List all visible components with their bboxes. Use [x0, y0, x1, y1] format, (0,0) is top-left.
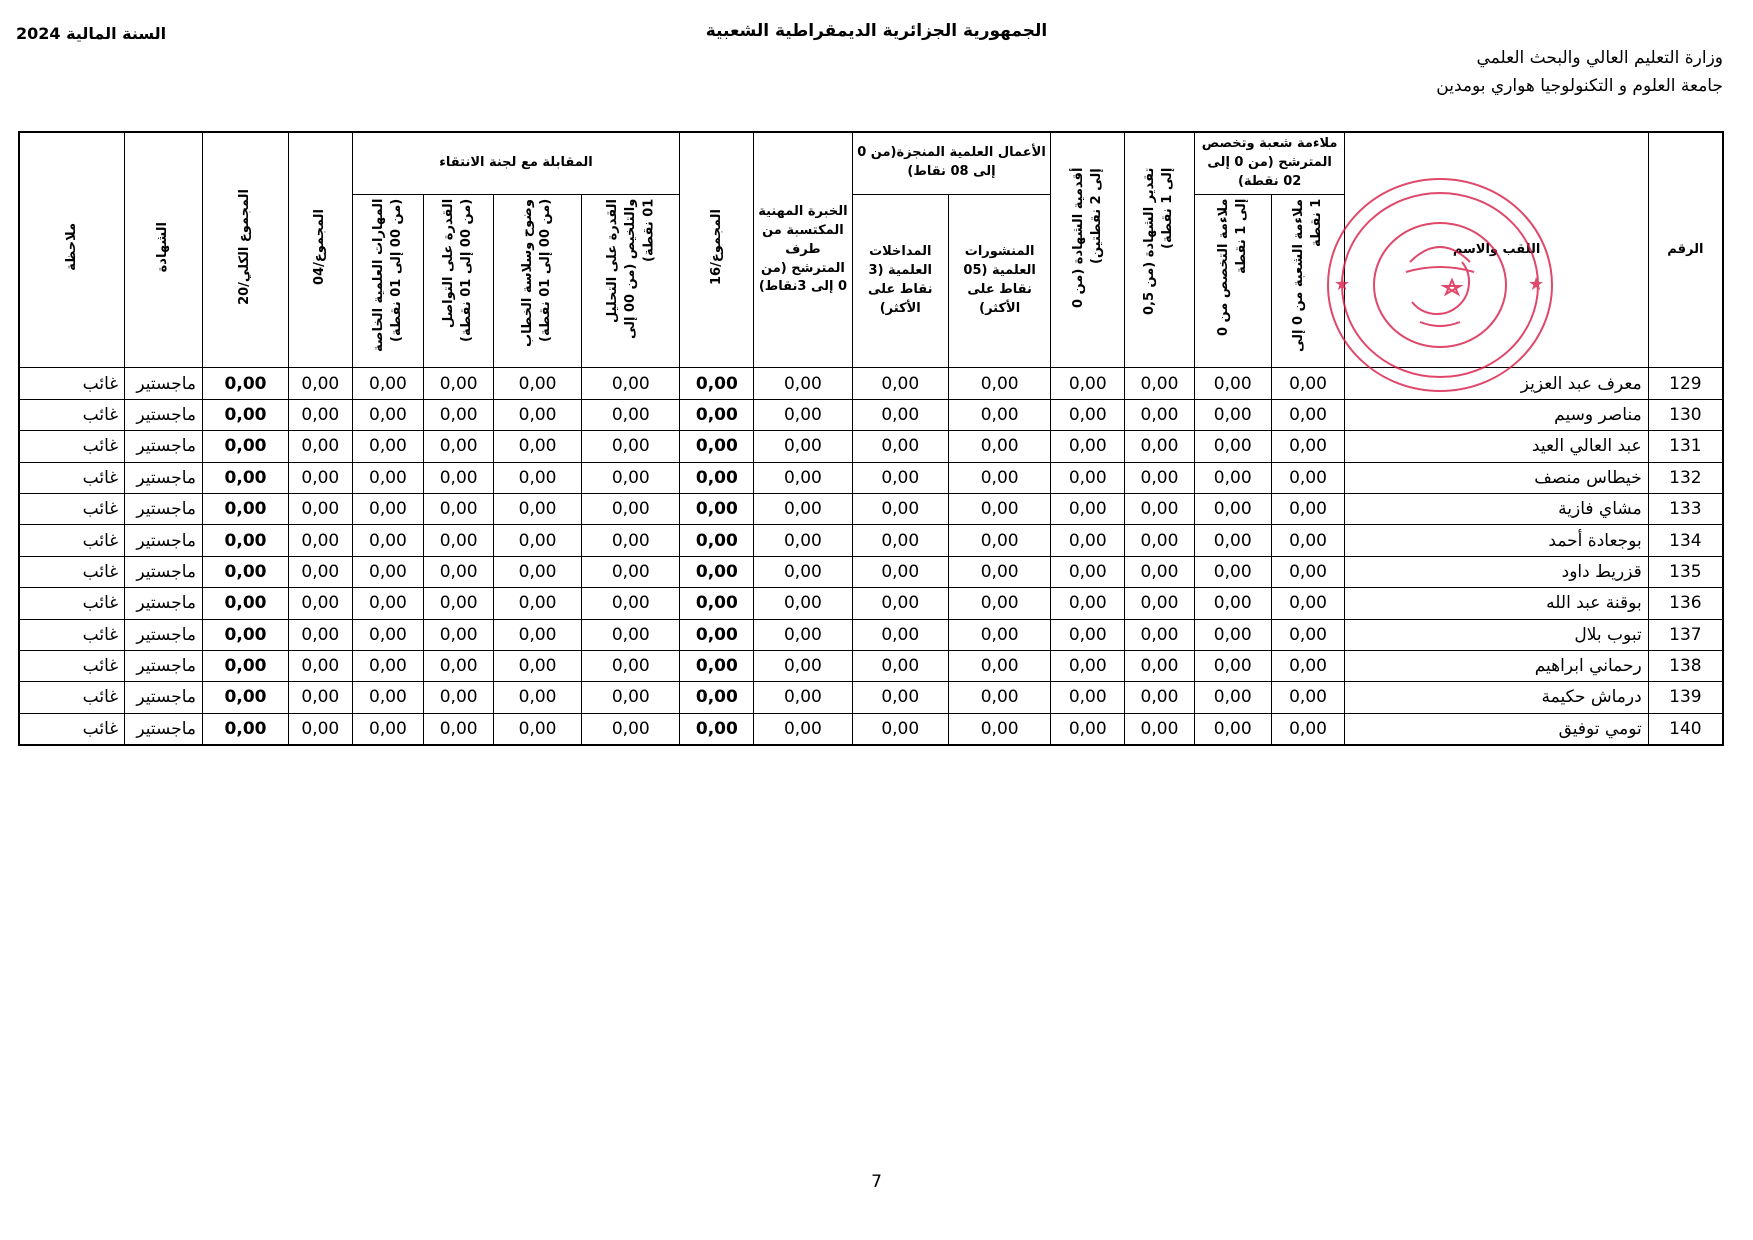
score-grade: 0,00 [1125, 431, 1195, 462]
score-sum16: 0,00 [680, 431, 754, 462]
remark-cell: غائب [19, 399, 125, 430]
table-row [19, 462, 1723, 493]
score-total20: 0,00 [203, 682, 289, 713]
table-row [19, 588, 1723, 619]
seal-star-right-icon: ★ [1528, 274, 1545, 295]
score-suit-branch: 0,00 [1271, 556, 1345, 587]
score-skills: 0,00 [352, 368, 424, 399]
candidate-name: قزريط داود [1345, 556, 1648, 587]
col-communication: القدرة على التواصل (من 00 إلى 01 نقطة) [424, 194, 494, 368]
score-seniority: 0,00 [1051, 556, 1125, 587]
candidate-name: درماش حكيمة [1345, 682, 1648, 713]
row-number: 137 [1648, 619, 1723, 650]
col-suitability: ملاءمة شعبة وتخصص المترشح (من 0 إلى 02 نقطة) [1194, 132, 1345, 194]
results-table [18, 131, 1724, 746]
score-talks: 0,00 [852, 462, 948, 493]
row-number: 129 [1648, 368, 1723, 399]
score-skills: 0,00 [352, 462, 424, 493]
remark-cell: غائب [19, 525, 125, 556]
score-total20: 0,00 [203, 713, 289, 745]
score-suit-specialty: 0,00 [1194, 462, 1271, 493]
score-sum16: 0,00 [680, 713, 754, 745]
score-analysis: 0,00 [582, 682, 680, 713]
degree-cell: ماجستير [125, 368, 203, 399]
row-number: 138 [1648, 650, 1723, 681]
score-skills: 0,00 [352, 619, 424, 650]
score-grade: 0,00 [1125, 556, 1195, 587]
score-experience: 0,00 [754, 650, 852, 681]
col-suit-branch: ملاءمة الشعبة من 0 إلى 1 نقطة [1271, 194, 1345, 368]
score-talks: 0,00 [852, 399, 948, 430]
score-suit-specialty: 0,00 [1194, 399, 1271, 430]
score-clarity: 0,00 [494, 682, 582, 713]
score-publications: 0,00 [948, 588, 1050, 619]
score-experience: 0,00 [754, 431, 852, 462]
score-clarity: 0,00 [494, 431, 582, 462]
row-number: 139 [1648, 682, 1723, 713]
score-suit-branch: 0,00 [1271, 713, 1345, 745]
candidate-name: رحماني ابراهيم [1345, 650, 1648, 681]
score-sum04: 0,00 [289, 556, 353, 587]
score-total20: 0,00 [203, 556, 289, 587]
table-row [19, 431, 1723, 462]
score-communication: 0,00 [424, 556, 494, 587]
score-clarity: 0,00 [494, 525, 582, 556]
row-number: 130 [1648, 399, 1723, 430]
score-talks: 0,00 [852, 556, 948, 587]
row-number: 136 [1648, 588, 1723, 619]
candidate-name: مناصر وسيم [1345, 399, 1648, 430]
score-experience: 0,00 [754, 493, 852, 524]
candidate-name: مشاي فازية [1345, 493, 1648, 524]
score-suit-branch: 0,00 [1271, 682, 1345, 713]
score-total20: 0,00 [203, 462, 289, 493]
score-seniority: 0,00 [1051, 650, 1125, 681]
score-suit-branch: 0,00 [1271, 431, 1345, 462]
university-name: جامعة العلوم و التكنولوجيا هواري بومدين [1436, 76, 1723, 96]
score-sum04: 0,00 [289, 650, 353, 681]
score-publications: 0,00 [948, 431, 1050, 462]
score-clarity: 0,00 [494, 619, 582, 650]
score-clarity: 0,00 [494, 493, 582, 524]
score-skills: 0,00 [352, 682, 424, 713]
score-publications: 0,00 [948, 713, 1050, 745]
score-communication: 0,00 [424, 588, 494, 619]
score-analysis: 0,00 [582, 556, 680, 587]
score-communication: 0,00 [424, 493, 494, 524]
row-number: 133 [1648, 493, 1723, 524]
degree-cell: ماجستير [125, 462, 203, 493]
score-talks: 0,00 [852, 493, 948, 524]
remark-cell: غائب [19, 650, 125, 681]
degree-cell: ماجستير [125, 493, 203, 524]
score-analysis: 0,00 [582, 619, 680, 650]
score-suit-branch: 0,00 [1271, 493, 1345, 524]
score-suit-branch: 0,00 [1271, 462, 1345, 493]
col-interview: المقابلة مع لجنة الانتقاء [352, 132, 680, 194]
score-sum16: 0,00 [680, 462, 754, 493]
score-talks: 0,00 [852, 525, 948, 556]
score-suit-branch: 0,00 [1271, 399, 1345, 430]
col-clarity: وضوح وسلاسة الخطاب (من 00 إلى 01 نقطة) [494, 194, 582, 368]
score-clarity: 0,00 [494, 556, 582, 587]
score-sum16: 0,00 [680, 588, 754, 619]
score-seniority: 0,00 [1051, 431, 1125, 462]
score-seniority: 0,00 [1051, 525, 1125, 556]
score-total20: 0,00 [203, 493, 289, 524]
col-experience: الخبرة المهنية المكتسبة من طرف المترشح (من 0 إلى 3نقاط) [754, 132, 852, 368]
score-grade: 0,00 [1125, 368, 1195, 399]
table-row [19, 682, 1723, 713]
score-sum04: 0,00 [289, 368, 353, 399]
score-seniority: 0,00 [1051, 588, 1125, 619]
score-analysis: 0,00 [582, 368, 680, 399]
col-works: الأعمال العلمية المنجزة(من 0 إلى 08 نقاط) [852, 132, 1051, 194]
table-row [19, 556, 1723, 587]
score-total20: 0,00 [203, 368, 289, 399]
score-clarity: 0,00 [494, 399, 582, 430]
candidate-name: بوجعادة أحمد [1345, 525, 1648, 556]
seal-star-left-icon: ★ [1334, 274, 1351, 295]
degree-cell: ماجستير [125, 525, 203, 556]
candidate-name: تومي توفيق [1345, 713, 1648, 745]
score-skills: 0,00 [352, 525, 424, 556]
page-number: 7 [871, 1172, 882, 1192]
score-publications: 0,00 [948, 556, 1050, 587]
score-seniority: 0,00 [1051, 619, 1125, 650]
table-row [19, 525, 1723, 556]
score-suit-branch: 0,00 [1271, 588, 1345, 619]
score-suit-specialty: 0,00 [1194, 493, 1271, 524]
candidate-name: خيطاس منصف [1345, 462, 1648, 493]
score-grade: 0,00 [1125, 619, 1195, 650]
score-suit-branch: 0,00 [1271, 619, 1345, 650]
score-grade: 0,00 [1125, 399, 1195, 430]
score-grade: 0,00 [1125, 682, 1195, 713]
score-publications: 0,00 [948, 368, 1050, 399]
col-remark: ملاحظة [19, 132, 125, 368]
score-sum16: 0,00 [680, 368, 754, 399]
score-talks: 0,00 [852, 682, 948, 713]
degree-cell: ماجستير [125, 650, 203, 681]
score-clarity: 0,00 [494, 713, 582, 745]
score-seniority: 0,00 [1051, 399, 1125, 430]
score-sum16: 0,00 [680, 399, 754, 430]
score-experience: 0,00 [754, 556, 852, 587]
degree-cell: ماجستير [125, 619, 203, 650]
table-row [19, 368, 1723, 399]
col-sum04: المجموع/04 [289, 132, 353, 368]
score-publications: 0,00 [948, 399, 1050, 430]
score-publications: 0,00 [948, 493, 1050, 524]
degree-cell: ماجستير [125, 682, 203, 713]
score-analysis: 0,00 [582, 462, 680, 493]
degree-cell: ماجستير [125, 431, 203, 462]
score-experience: 0,00 [754, 525, 852, 556]
score-skills: 0,00 [352, 588, 424, 619]
score-communication: 0,00 [424, 431, 494, 462]
score-skills: 0,00 [352, 399, 424, 430]
row-number: 140 [1648, 713, 1723, 745]
remark-cell: غائب [19, 431, 125, 462]
score-talks: 0,00 [852, 431, 948, 462]
score-sum04: 0,00 [289, 399, 353, 430]
score-sum16: 0,00 [680, 682, 754, 713]
score-seniority: 0,00 [1051, 493, 1125, 524]
score-grade: 0,00 [1125, 650, 1195, 681]
score-communication: 0,00 [424, 650, 494, 681]
degree-cell: ماجستير [125, 713, 203, 745]
table-row [19, 619, 1723, 650]
remark-cell: غائب [19, 588, 125, 619]
score-experience: 0,00 [754, 462, 852, 493]
score-publications: 0,00 [948, 619, 1050, 650]
table-row [19, 493, 1723, 524]
col-seniority: أقدمية الشهادة (من 0 إلى 2 نقطتين) [1051, 132, 1125, 368]
score-communication: 0,00 [424, 368, 494, 399]
col-skills: المهارات العلمية الخاصة (من 00 إلى 01 نقطة) [352, 194, 424, 368]
remark-cell: غائب [19, 682, 125, 713]
score-sum04: 0,00 [289, 462, 353, 493]
remark-cell: غائب [19, 619, 125, 650]
score-publications: 0,00 [948, 682, 1050, 713]
score-sum16: 0,00 [680, 619, 754, 650]
score-publications: 0,00 [948, 462, 1050, 493]
score-total20: 0,00 [203, 619, 289, 650]
score-suit-specialty: 0,00 [1194, 588, 1271, 619]
score-analysis: 0,00 [582, 525, 680, 556]
score-suit-specialty: 0,00 [1194, 368, 1271, 399]
score-skills: 0,00 [352, 556, 424, 587]
remark-cell: غائب [19, 462, 125, 493]
score-publications: 0,00 [948, 525, 1050, 556]
score-communication: 0,00 [424, 713, 494, 745]
remark-cell: غائب [19, 556, 125, 587]
col-grade: تقدير الشهادة (من 0,5 إلى 1 نقطة) [1125, 132, 1195, 368]
score-talks: 0,00 [852, 713, 948, 745]
score-total20: 0,00 [203, 399, 289, 430]
score-analysis: 0,00 [582, 588, 680, 619]
score-publications: 0,00 [948, 650, 1050, 681]
score-experience: 0,00 [754, 399, 852, 430]
score-suit-branch: 0,00 [1271, 650, 1345, 681]
score-experience: 0,00 [754, 619, 852, 650]
score-seniority: 0,00 [1051, 682, 1125, 713]
score-grade: 0,00 [1125, 713, 1195, 745]
score-suit-specialty: 0,00 [1194, 556, 1271, 587]
score-seniority: 0,00 [1051, 368, 1125, 399]
score-sum04: 0,00 [289, 525, 353, 556]
row-number: 131 [1648, 431, 1723, 462]
fiscal-year: السنة المالية 2024 [16, 24, 167, 43]
score-analysis: 0,00 [582, 493, 680, 524]
score-talks: 0,00 [852, 619, 948, 650]
score-analysis: 0,00 [582, 650, 680, 681]
candidate-name: تبوب بلال [1345, 619, 1648, 650]
col-publications: المنشورات العلمية (05 نقاط على الأكثر) [948, 194, 1050, 368]
col-talks: المداخلات العلمية (3 نقاط على الأكثر) [852, 194, 948, 368]
score-talks: 0,00 [852, 650, 948, 681]
score-suit-specialty: 0,00 [1194, 619, 1271, 650]
score-grade: 0,00 [1125, 588, 1195, 619]
score-sum04: 0,00 [289, 493, 353, 524]
score-suit-specialty: 0,00 [1194, 525, 1271, 556]
candidate-name: بوقنة عبد الله [1345, 588, 1648, 619]
score-experience: 0,00 [754, 682, 852, 713]
score-suit-specialty: 0,00 [1194, 682, 1271, 713]
score-total20: 0,00 [203, 525, 289, 556]
candidate-name: عبد العالي العيد [1345, 431, 1648, 462]
score-clarity: 0,00 [494, 650, 582, 681]
score-sum16: 0,00 [680, 525, 754, 556]
col-number: الرقم [1648, 132, 1723, 368]
col-name: اللقب والاسم [1345, 132, 1648, 368]
score-skills: 0,00 [352, 493, 424, 524]
degree-cell: ماجستير [125, 556, 203, 587]
score-analysis: 0,00 [582, 713, 680, 745]
score-analysis: 0,00 [582, 399, 680, 430]
remark-cell: غائب [19, 368, 125, 399]
score-experience: 0,00 [754, 713, 852, 745]
remark-cell: غائب [19, 493, 125, 524]
score-sum16: 0,00 [680, 556, 754, 587]
score-skills: 0,00 [352, 650, 424, 681]
score-communication: 0,00 [424, 462, 494, 493]
score-suit-specialty: 0,00 [1194, 713, 1271, 745]
score-total20: 0,00 [203, 650, 289, 681]
score-clarity: 0,00 [494, 588, 582, 619]
score-sum04: 0,00 [289, 619, 353, 650]
score-skills: 0,00 [352, 713, 424, 745]
table-row [19, 399, 1723, 430]
score-total20: 0,00 [203, 588, 289, 619]
score-seniority: 0,00 [1051, 713, 1125, 745]
table-row [19, 650, 1723, 681]
score-communication: 0,00 [424, 619, 494, 650]
col-analysis: القدرة على التحليل والتلخيص (من 00 إلى 01 نقطة) [582, 194, 680, 368]
republic-title: الجمهورية الجزائرية الديمقراطية الشعبية [705, 21, 1048, 41]
score-total20: 0,00 [203, 431, 289, 462]
row-number: 135 [1648, 556, 1723, 587]
score-grade: 0,00 [1125, 462, 1195, 493]
score-sum04: 0,00 [289, 431, 353, 462]
score-communication: 0,00 [424, 399, 494, 430]
score-seniority: 0,00 [1051, 462, 1125, 493]
score-talks: 0,00 [852, 588, 948, 619]
row-number: 132 [1648, 462, 1723, 493]
score-experience: 0,00 [754, 588, 852, 619]
score-suit-branch: 0,00 [1271, 368, 1345, 399]
score-sum04: 0,00 [289, 713, 353, 745]
candidate-name: معرف عبد العزيز [1345, 368, 1648, 399]
score-clarity: 0,00 [494, 462, 582, 493]
score-suit-specialty: 0,00 [1194, 431, 1271, 462]
score-communication: 0,00 [424, 682, 494, 713]
score-clarity: 0,00 [494, 368, 582, 399]
col-sum16: المجموع/16 [680, 132, 754, 368]
score-communication: 0,00 [424, 525, 494, 556]
score-suit-specialty: 0,00 [1194, 650, 1271, 681]
col-degree: الشهادة [125, 132, 203, 368]
table-row [19, 713, 1723, 745]
score-experience: 0,00 [754, 368, 852, 399]
score-grade: 0,00 [1125, 493, 1195, 524]
row-number: 134 [1648, 525, 1723, 556]
score-skills: 0,00 [352, 431, 424, 462]
col-suit-specialty: ملاءمة التخصص من 0 إلى 1 نقطة [1194, 194, 1271, 368]
score-sum04: 0,00 [289, 588, 353, 619]
score-grade: 0,00 [1125, 525, 1195, 556]
remark-cell: غائب [19, 713, 125, 745]
score-sum04: 0,00 [289, 682, 353, 713]
score-suit-branch: 0,00 [1271, 525, 1345, 556]
col-total20: المجموع الكلي/20 [203, 132, 289, 368]
score-analysis: 0,00 [582, 431, 680, 462]
score-sum16: 0,00 [680, 493, 754, 524]
degree-cell: ماجستير [125, 588, 203, 619]
degree-cell: ماجستير [125, 399, 203, 430]
ministry-name: وزارة التعليم العالي والبحث العلمي [1476, 48, 1723, 68]
score-talks: 0,00 [852, 368, 948, 399]
score-sum16: 0,00 [680, 650, 754, 681]
